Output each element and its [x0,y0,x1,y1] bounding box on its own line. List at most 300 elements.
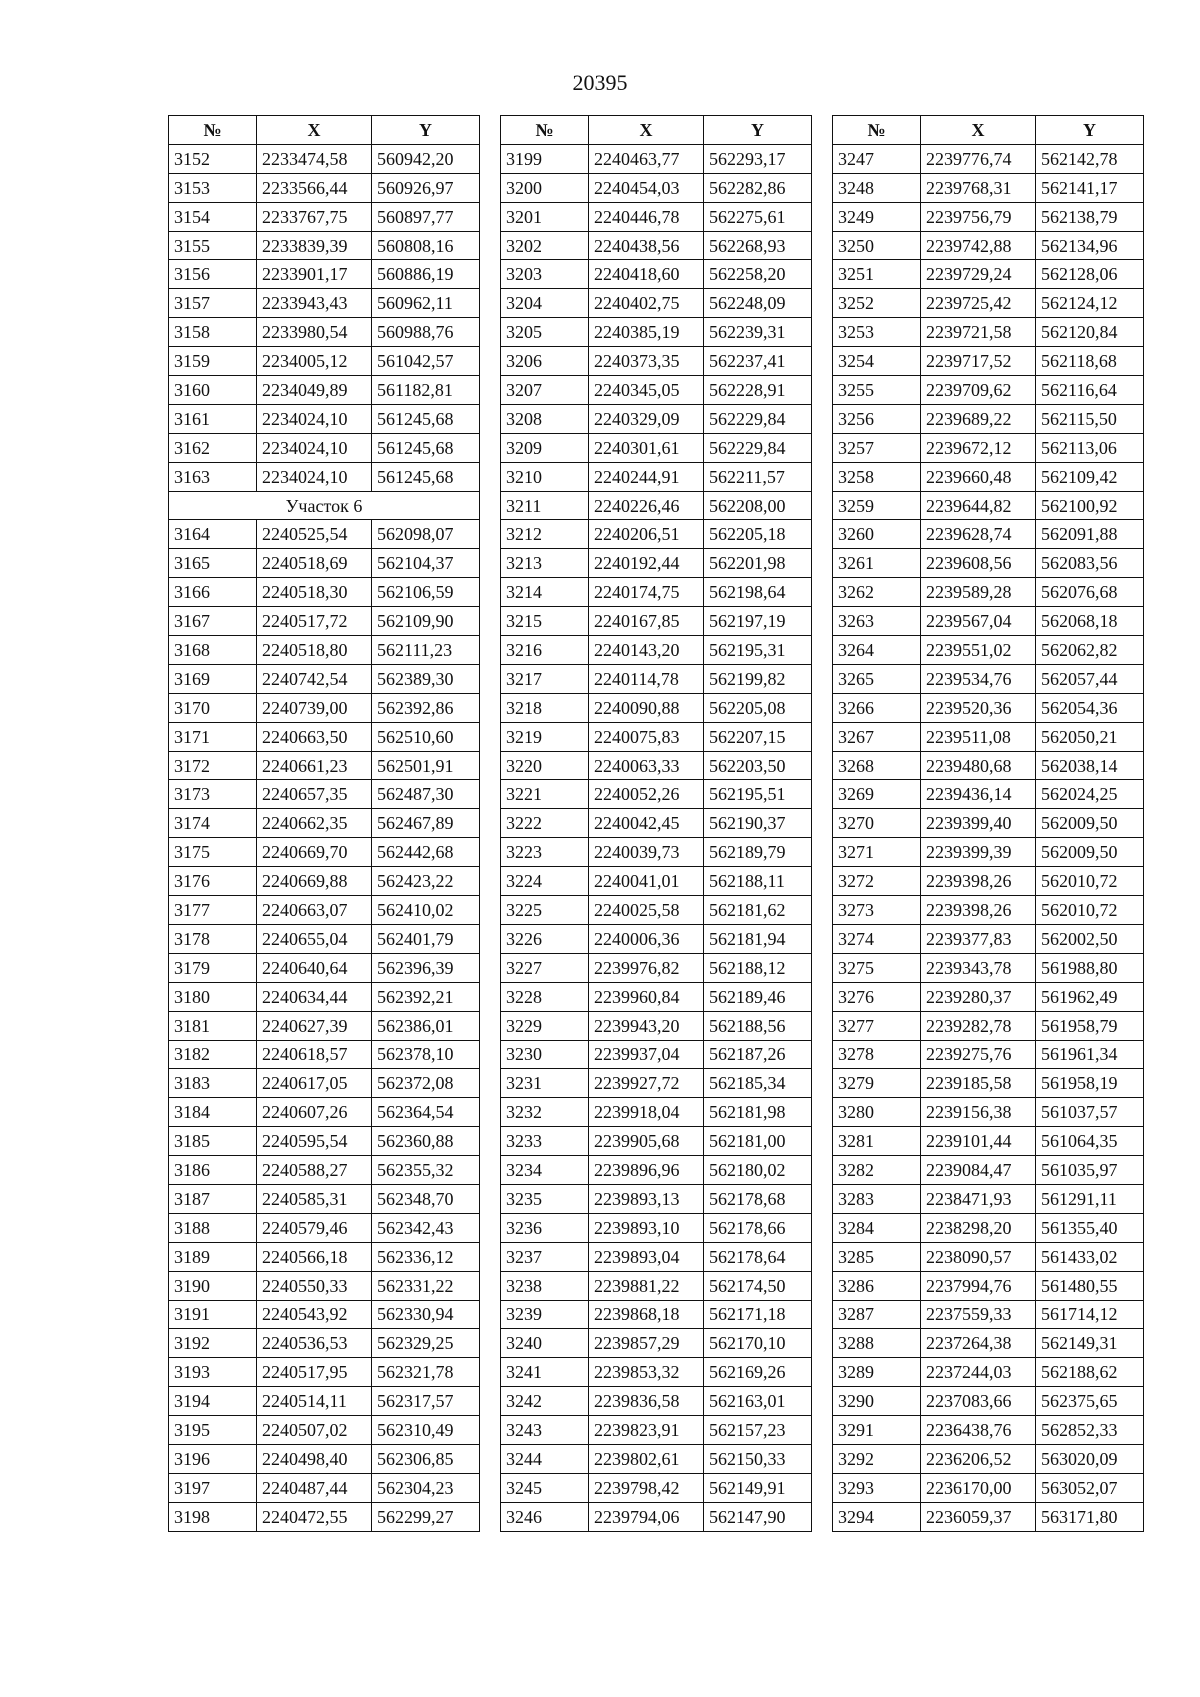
coordinate-x: 2239282,78 [921,1011,1036,1040]
coordinate-y: 562306,85 [372,1444,480,1473]
table-row [833,1358,1144,1387]
point-number: 3274 [833,924,921,953]
coordinate-x: 2240518,69 [257,549,372,578]
point-number: 3154 [169,202,257,231]
table-row [169,578,480,607]
table-row [169,607,480,636]
table-row [833,1069,1144,1098]
table-row [833,1271,1144,1300]
table-row [833,982,1144,1011]
table-row [169,751,480,780]
point-number: 3171 [169,722,257,751]
coordinate-y: 562174,50 [704,1271,812,1300]
coordinate-x: 2240662,35 [257,809,372,838]
coordinate-x: 2239551,02 [921,636,1036,665]
point-number: 3212 [501,520,589,549]
table-header [833,116,1144,145]
header-row [833,116,1144,145]
coordinate-x: 2240244,91 [589,462,704,491]
coordinate-y: 562010,72 [1036,867,1144,896]
coordinate-x: 2233767,75 [257,202,372,231]
coordinate-y: 562142,78 [1036,144,1144,173]
coordinate-x: 2240507,02 [257,1416,372,1445]
coordinate-y: 562410,02 [372,896,480,925]
table-row [169,1242,480,1271]
coordinate-y: 562138,79 [1036,202,1144,231]
table-row [501,1098,812,1127]
coordinate-x: 2233980,54 [257,318,372,347]
coordinate-y: 561035,97 [1036,1156,1144,1185]
coordinate-y: 562100,92 [1036,491,1144,520]
table-row [833,838,1144,867]
coordinate-x: 2234005,12 [257,347,372,376]
point-number: 3259 [833,491,921,520]
coordinate-x: 2240661,23 [257,751,372,780]
coordinate-y: 561245,68 [372,404,480,433]
coordinate-x: 2240517,72 [257,607,372,636]
point-number: 3265 [833,664,921,693]
coordinates-table-1 [168,115,480,1532]
coordinate-x: 2239868,18 [589,1300,704,1329]
point-number: 3194 [169,1387,257,1416]
table-row [833,1098,1144,1127]
table-row [169,1358,480,1387]
coordinate-y: 562392,86 [372,693,480,722]
table-row [501,1416,812,1445]
coordinate-y: 561714,12 [1036,1300,1144,1329]
point-number: 3251 [833,260,921,289]
point-number: 3268 [833,751,921,780]
table-row [169,982,480,1011]
table-row [833,867,1144,896]
coordinate-x: 2240566,18 [257,1242,372,1271]
point-number: 3245 [501,1473,589,1502]
point-number: 3290 [833,1387,921,1416]
point-number: 3208 [501,404,589,433]
point-number: 3256 [833,404,921,433]
coordinate-y: 562389,30 [372,664,480,693]
coordinate-x: 2239857,29 [589,1329,704,1358]
coordinate-y: 562501,91 [372,751,480,780]
coordinate-x: 2240595,54 [257,1127,372,1156]
table-row [833,607,1144,636]
table-row [169,231,480,260]
coordinate-x: 2239725,42 [921,289,1036,318]
point-number: 3227 [501,953,589,982]
point-number: 3164 [169,520,257,549]
point-number: 3207 [501,376,589,405]
point-number: 3178 [169,924,257,953]
coordinate-y: 562372,08 [372,1069,480,1098]
table-row [501,578,812,607]
coordinate-x: 2240517,95 [257,1358,372,1387]
coordinate-y: 561245,68 [372,433,480,462]
table-row [169,1444,480,1473]
coordinate-y: 562401,79 [372,924,480,953]
point-number: 3294 [833,1502,921,1531]
coordinate-x: 2240663,50 [257,722,372,751]
header-row [169,116,480,145]
point-number: 3176 [169,867,257,896]
point-number: 3287 [833,1300,921,1329]
coordinate-x: 2240025,58 [589,896,704,925]
coordinate-y: 562104,37 [372,549,480,578]
table-row [501,607,812,636]
table-row [501,780,812,809]
coordinate-x: 2236059,37 [921,1502,1036,1531]
coordinate-y: 562054,36 [1036,693,1144,722]
table-row [833,1213,1144,1242]
table-row [501,404,812,433]
coordinate-y: 562189,46 [704,982,812,1011]
coordinate-y: 562062,82 [1036,636,1144,665]
coordinate-y: 562038,14 [1036,751,1144,780]
point-number: 3262 [833,578,921,607]
coordinate-y: 562181,62 [704,896,812,925]
point-number: 3173 [169,780,257,809]
point-number: 3229 [501,1011,589,1040]
coordinate-y: 562282,86 [704,173,812,202]
coordinate-x: 2237994,76 [921,1271,1036,1300]
coordinate-x: 2240114,78 [589,664,704,693]
coordinate-x: 2239399,39 [921,838,1036,867]
table-row [833,318,1144,347]
point-number: 3246 [501,1502,589,1531]
coordinate-x: 2239918,04 [589,1098,704,1127]
coordinate-y: 562396,39 [372,953,480,982]
coordinate-y: 561182,81 [372,376,480,405]
point-number: 3254 [833,347,921,376]
coordinate-x: 2233943,43 [257,289,372,318]
header-row [501,116,812,145]
coordinate-y: 563171,80 [1036,1502,1144,1531]
coordinate-x: 2237264,38 [921,1329,1036,1358]
point-number: 3197 [169,1473,257,1502]
table-row [169,953,480,982]
coordinate-x: 2240536,53 [257,1329,372,1358]
section-title: Участок 6 [169,491,480,520]
coordinate-x: 2239794,06 [589,1502,704,1531]
coordinate-y: 562163,01 [704,1387,812,1416]
coordinate-y: 562098,07 [372,520,480,549]
point-number: 3175 [169,838,257,867]
table-row [833,1011,1144,1040]
table-row [169,1069,480,1098]
coordinate-y: 562442,68 [372,838,480,867]
point-number: 3199 [501,144,589,173]
table-row [501,1358,812,1387]
table-row [169,867,480,896]
table-row [501,1127,812,1156]
coordinate-x: 2240063,33 [589,751,704,780]
coordinate-y: 563052,07 [1036,1473,1144,1502]
point-number: 3223 [501,838,589,867]
table-body [169,144,480,1531]
table-row [169,1213,480,1242]
coordinate-x: 2240607,26 [257,1098,372,1127]
point-number: 3276 [833,982,921,1011]
coordinate-y: 562002,50 [1036,924,1144,953]
table-row [833,462,1144,491]
coordinate-x: 2239672,12 [921,433,1036,462]
coordinate-x: 2239717,52 [921,347,1036,376]
point-number: 3269 [833,780,921,809]
coordinate-x: 2240585,31 [257,1184,372,1213]
coordinate-y: 562180,02 [704,1156,812,1185]
table-row [501,1184,812,1213]
table-row [501,867,812,896]
coordinate-y: 562258,20 [704,260,812,289]
table-row [169,173,480,202]
point-number: 3260 [833,520,921,549]
coordinate-x: 2239893,10 [589,1213,704,1242]
coordinate-y: 562178,66 [704,1213,812,1242]
coordinate-y: 562171,18 [704,1300,812,1329]
point-number: 3174 [169,809,257,838]
table-row [169,1387,480,1416]
coordinate-x: 2233901,17 [257,260,372,289]
coordinate-y: 562120,84 [1036,318,1144,347]
table-row [833,289,1144,318]
point-number: 3278 [833,1040,921,1069]
point-number: 3210 [501,462,589,491]
point-number: 3186 [169,1156,257,1185]
point-number: 3280 [833,1098,921,1127]
coordinate-x: 2240174,75 [589,578,704,607]
coordinate-x: 2240402,75 [589,289,704,318]
table-row [501,549,812,578]
coordinate-y: 562116,64 [1036,376,1144,405]
coordinate-y: 562009,50 [1036,838,1144,867]
coordinate-y: 562076,68 [1036,578,1144,607]
table-row [833,1156,1144,1185]
coordinate-x: 2239709,62 [921,376,1036,405]
coordinate-y: 562375,65 [1036,1387,1144,1416]
point-number: 3253 [833,318,921,347]
table-row [833,260,1144,289]
table-header [501,116,812,145]
point-number: 3191 [169,1300,257,1329]
coordinate-x: 2233566,44 [257,173,372,202]
coordinate-y: 562128,06 [1036,260,1144,289]
coordinate-x: 2239398,26 [921,896,1036,925]
table-row [169,202,480,231]
coordinate-y: 562268,93 [704,231,812,260]
coordinate-x: 2239280,37 [921,982,1036,1011]
point-number: 3281 [833,1127,921,1156]
coordinate-y: 562149,91 [704,1473,812,1502]
coordinate-x: 2239275,76 [921,1040,1036,1069]
table-row [501,664,812,693]
point-number: 3236 [501,1213,589,1242]
point-number: 3240 [501,1329,589,1358]
coordinate-y: 561958,79 [1036,1011,1144,1040]
coordinate-y: 562205,18 [704,520,812,549]
coordinate-y: 562091,88 [1036,520,1144,549]
point-number: 3231 [501,1069,589,1098]
coordinate-x: 2240438,56 [589,231,704,260]
coordinate-y: 562229,84 [704,404,812,433]
table-row [169,1098,480,1127]
table-row [169,1040,480,1069]
coordinate-y: 562205,08 [704,693,812,722]
table-row [833,924,1144,953]
table-row [501,433,812,462]
header-x: X [257,116,372,145]
coordinate-y: 562275,61 [704,202,812,231]
point-number: 3167 [169,607,257,636]
point-number: 3267 [833,722,921,751]
page-number: 20395 [572,70,628,95]
coordinate-y: 562336,12 [372,1242,480,1271]
coordinate-x: 2239853,32 [589,1358,704,1387]
table-row [501,1069,812,1098]
coordinate-y: 560962,11 [372,289,480,318]
table-row [833,1387,1144,1416]
coordinate-x: 2240075,83 [589,722,704,751]
table-row [501,924,812,953]
table-row [833,896,1144,925]
point-number: 3272 [833,867,921,896]
header-number: № [501,116,589,145]
table-body [501,144,812,1531]
point-number: 3181 [169,1011,257,1040]
coordinate-x: 2240663,07 [257,896,372,925]
coordinate-y: 562157,23 [704,1416,812,1445]
coordinate-y: 562185,34 [704,1069,812,1098]
coordinate-x: 2239398,26 [921,867,1036,896]
point-number: 3192 [169,1329,257,1358]
point-number: 3187 [169,1184,257,1213]
table-row [169,1416,480,1445]
table-row [169,549,480,578]
coordinate-x: 2239798,42 [589,1473,704,1502]
point-number: 3206 [501,347,589,376]
coordinate-y: 562115,50 [1036,404,1144,433]
table-row [833,491,1144,520]
coordinate-y: 562239,31 [704,318,812,347]
coordinates-table-3 [832,115,1144,1532]
point-number: 3224 [501,867,589,896]
table-row [833,173,1144,202]
coordinate-y: 562009,50 [1036,809,1144,838]
table-row [833,1242,1144,1271]
table-row [501,838,812,867]
coordinate-x: 2240385,19 [589,318,704,347]
point-number: 3221 [501,780,589,809]
coordinate-x: 2237083,66 [921,1387,1036,1416]
coordinate-y: 562195,51 [704,780,812,809]
coordinate-x: 2236438,76 [921,1416,1036,1445]
point-number: 3244 [501,1444,589,1473]
point-number: 3230 [501,1040,589,1069]
point-number: 3193 [169,1358,257,1387]
point-number: 3289 [833,1358,921,1387]
point-number: 3226 [501,924,589,953]
coordinate-x: 2240655,04 [257,924,372,953]
coordinate-y: 561958,19 [1036,1069,1144,1098]
point-number: 3255 [833,376,921,405]
table-row [501,1271,812,1300]
coordinate-x: 2239660,48 [921,462,1036,491]
point-number: 3189 [169,1242,257,1271]
coordinate-x: 2240192,44 [589,549,704,578]
point-number: 3166 [169,578,257,607]
table-row [169,780,480,809]
coordinate-x: 2239377,83 [921,924,1036,953]
point-number: 3263 [833,607,921,636]
coordinate-y: 562229,84 [704,433,812,462]
table-row [501,462,812,491]
coordinate-x: 2239185,58 [921,1069,1036,1098]
point-number: 3282 [833,1156,921,1185]
coordinate-y: 562392,21 [372,982,480,1011]
coordinate-y: 562010,72 [1036,896,1144,925]
coordinate-x: 2240588,27 [257,1156,372,1185]
table-row [169,896,480,925]
coordinate-y: 562423,22 [372,867,480,896]
table-row [169,1011,480,1040]
coordinate-y: 561064,35 [1036,1127,1144,1156]
coordinate-x: 2239436,14 [921,780,1036,809]
coordinate-x: 2239480,68 [921,751,1036,780]
point-number: 3284 [833,1213,921,1242]
coordinate-x: 2239905,68 [589,1127,704,1156]
point-number: 3273 [833,896,921,925]
coordinate-x: 2239589,28 [921,578,1036,607]
table-row [501,1213,812,1242]
point-number: 3242 [501,1387,589,1416]
coordinate-y: 562188,56 [704,1011,812,1040]
table-row [501,636,812,665]
coordinate-x: 2239101,44 [921,1127,1036,1156]
point-number: 3275 [833,953,921,982]
coordinate-x: 2239836,58 [589,1387,704,1416]
coordinate-x: 2240618,57 [257,1040,372,1069]
table-row [169,1156,480,1185]
coordinate-x: 2239776,74 [921,144,1036,173]
table-row [501,376,812,405]
point-number: 3170 [169,693,257,722]
coordinate-x: 2240550,33 [257,1271,372,1300]
point-number: 3222 [501,809,589,838]
coordinate-y: 562348,70 [372,1184,480,1213]
point-number: 3152 [169,144,257,173]
coordinate-x: 2234024,10 [257,462,372,491]
point-number: 3285 [833,1242,921,1271]
table-row [833,722,1144,751]
coordinate-x: 2240657,35 [257,780,372,809]
point-number: 3158 [169,318,257,347]
coordinate-y: 562198,64 [704,578,812,607]
point-number: 3234 [501,1156,589,1185]
coordinate-y: 562187,26 [704,1040,812,1069]
coordinate-x: 2240373,35 [589,347,704,376]
coordinate-x: 2240518,80 [257,636,372,665]
table-row [501,896,812,925]
coordinate-y: 562378,10 [372,1040,480,1069]
point-number: 3157 [169,289,257,318]
point-number: 3258 [833,462,921,491]
header-x: X [921,116,1036,145]
coordinate-y: 562188,12 [704,953,812,982]
point-number: 3218 [501,693,589,722]
coordinate-x: 2234024,10 [257,404,372,433]
coordinate-x: 2239960,84 [589,982,704,1011]
coordinate-y: 562106,59 [372,578,480,607]
table-row [169,1329,480,1358]
coordinate-y: 562467,89 [372,809,480,838]
